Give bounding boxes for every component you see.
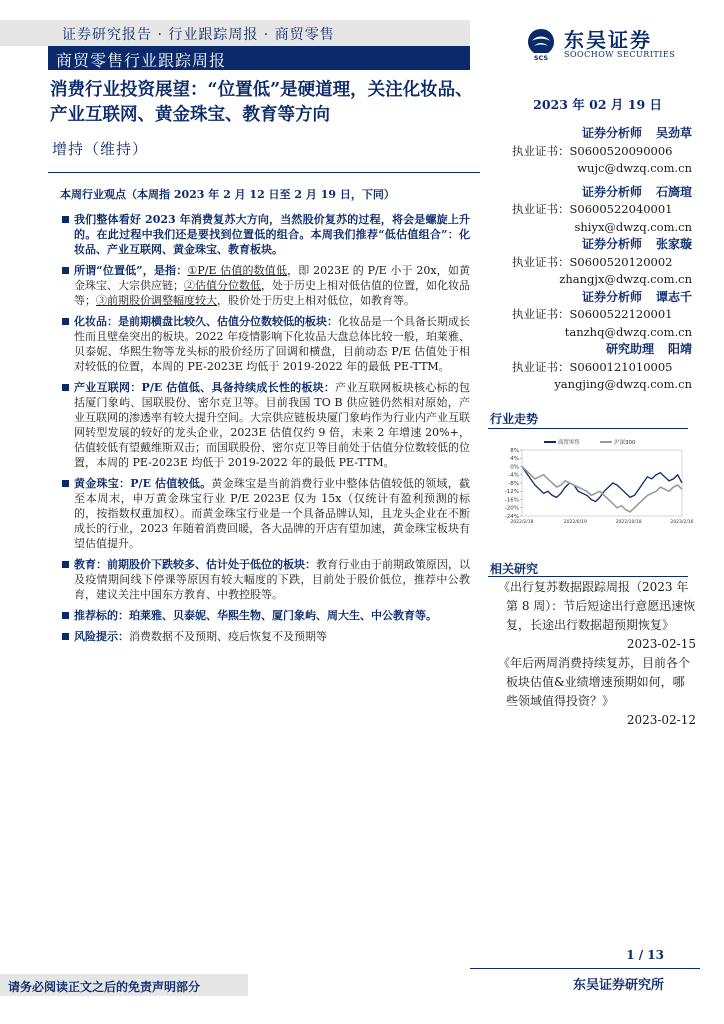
- analyst-cert: 执业证书：S0600520120002: [512, 254, 673, 269]
- analyst-name: 阳靖: [667, 342, 692, 356]
- paragraph: 化妆品：是前期横盘比较久、估值分位数较低的板块：化妆品是一个具备长期成长性而且壁垒突出的板块。2022 年疫情影响下化妆品大盘总体比较一般，珀莱雅、贝泰妮、华熙生物等龙头标的股价经历了回调和横盘，目前动态 P/E 估值处于相对较低的位置，本周的 PE-2023E 均低于 2019-2022 年的最低 PE-TTM。: [62, 314, 470, 374]
- analyst-role: 证券分析师: [581, 237, 642, 251]
- disclaimer-link[interactable]: 请务必阅读正文之后的免责声明部分: [8, 980, 201, 994]
- logo-mark-text: SCS: [533, 54, 549, 62]
- x-tick-label: 2022/6/19: [563, 520, 587, 525]
- related-item-date: 2023-02-15: [626, 637, 696, 651]
- footer-rule: [470, 968, 700, 969]
- y-tick-label: -8%: [508, 480, 519, 487]
- report-date: 2023 年 02 月 19 日: [533, 97, 662, 112]
- paragraph: 风险提示：消费数据不及预期、疫后恢复不及预期等: [62, 629, 470, 644]
- analyst-email: shiyx@dwzq.com.cn: [574, 219, 692, 234]
- analyst-role: 证券分析师: [581, 126, 642, 140]
- headline: 消费行业投资展望：“位置低”是硬道理，关注化妆品、产业互联网、黄金珠宝、教育等方向: [50, 80, 473, 125]
- paragraph: 我们整体看好 2023 年消费复苏大方向，当然股价复苏的过程，将会是螺旋上升的。在此过程中我们还是要找到位置低的组合。本周我们推荐“低估值组合”：化妆品、产业互联网、黄金珠宝、教育板块。: [62, 212, 470, 257]
- analyst-list: [490, 125, 692, 394]
- y-tick-label: -24%: [504, 513, 519, 520]
- logo-mark-icon: [524, 27, 558, 61]
- analyst-block: [490, 236, 692, 289]
- rating: 增持（维持）: [52, 140, 149, 158]
- company-logo: [524, 24, 696, 64]
- analyst-email: yangjing@dwzq.com.cn: [554, 377, 692, 391]
- analyst-cert: 执业证书：S0600520090006: [512, 143, 673, 158]
- analyst-email: zhangjx@dwzq.com.cn: [559, 272, 692, 286]
- analyst-email: tanzhq@dwzq.com.cn: [564, 324, 692, 339]
- related-rule: [488, 576, 688, 577]
- related-item-title[interactable]: 《出行复苏数据跟踪周报（2023 年第 8 周）：节后短途出行意愿迅速恢复，长途出行数据超预期恢复》: [498, 580, 696, 632]
- analyst-block: [490, 341, 692, 394]
- analyst-block: [490, 125, 692, 178]
- related-item-title[interactable]: 《年后两周消费持续复苏，目前各个板块估值&业绩增速预期如何，哪些领域值得投资？》: [498, 656, 691, 708]
- footer-org: 东吴证券研究所: [572, 978, 664, 993]
- x-tick-label: 2023/2/16: [670, 520, 694, 525]
- y-tick-label: 0%: [510, 464, 519, 471]
- bullet-square-icon: [62, 561, 69, 568]
- y-tick-label: -4%: [508, 472, 519, 479]
- page-number: 1 / 13: [626, 948, 664, 962]
- bullet-square-icon: [62, 267, 69, 274]
- x-tick-label: 2022/10/18: [615, 520, 642, 525]
- chart-frame: [522, 450, 682, 516]
- y-tick-label: 4%: [510, 456, 519, 463]
- report-title: 商贸零售行业跟踪周报: [56, 51, 227, 70]
- analyst-block: [490, 184, 692, 237]
- analyst-name: 张家璇: [655, 237, 692, 251]
- y-tick-label: -12%: [504, 489, 519, 496]
- bullet-square-icon: [62, 633, 69, 640]
- bullet-square-icon: [62, 384, 69, 391]
- analyst-role: 证券分析师: [581, 289, 642, 304]
- analyst-block: [490, 289, 692, 342]
- logo-name-cn: 东吴证券: [564, 28, 652, 52]
- divider: [48, 172, 480, 173]
- trend-chart: [488, 434, 694, 534]
- analyst-cert: 执业证书：S0600522040001: [512, 202, 673, 216]
- x-tick-label: 2022/2/18: [510, 520, 534, 525]
- bullet-square-icon: [62, 480, 69, 487]
- analyst-name: 吴劲草: [655, 126, 692, 140]
- related-list: [498, 578, 696, 730]
- analyst-name: 石旖瑄: [655, 184, 692, 199]
- analyst-role: 研究助理: [605, 342, 654, 356]
- paragraph: 教育：前期股价下跌较多、估计处于低位的板块：教育行业由于前期政策原因，以及疫情期间线下停课等原因有较大幅度的下跌，目前处于股价低位，推荐中公教育，建议关注中国东方教育、中教控股等。: [62, 557, 470, 602]
- series-line-retail: [522, 467, 682, 502]
- y-tick-label: 8%: [510, 447, 519, 454]
- trend-title: 行业走势: [490, 412, 539, 426]
- trend-rule: [488, 428, 688, 429]
- related-title: 相关研究: [490, 562, 539, 576]
- bullet-square-icon: [62, 612, 69, 619]
- paragraph: 推荐标的：珀莱雅、贝泰妮、华熙生物、厦门象屿、周大生、中公教育等。: [62, 608, 470, 623]
- y-tick-label: -20%: [504, 505, 519, 512]
- bullet-square-icon: [62, 318, 69, 325]
- logo-name-en: SOOCHOW SECURITIES: [564, 50, 676, 59]
- bullet-square-icon: [62, 216, 69, 223]
- analyst-email: wujc@dwzq.com.cn: [577, 161, 692, 175]
- legend-label: 沪深300: [614, 440, 636, 446]
- analyst-cert: 执业证书：S0600522120001: [512, 307, 673, 321]
- analyst-role: 证券分析师: [581, 184, 642, 199]
- report-body: [62, 212, 470, 650]
- paragraph: 黄金珠宝：P/E 估值较低。黄金珠宝是当前消费行业中整体估值较低的领域，截至本周末，申万黄金珠宝行业 P/E 2023E 仅为 15x（仅统计有盈利预测的标的，按指数权重加权）。而黄金珠宝行业是一个具备品牌认知，且龙头企业在不断成长的行业，2023 年随着消费回暖，各大品牌的开店有望加速，黄金珠宝板块有望估值提升。: [62, 476, 470, 551]
- analyst-name: 谭志千: [655, 289, 692, 304]
- legend-label: 商贸零售: [558, 440, 581, 446]
- analyst-cert: 执业证书：S0600121010005: [512, 359, 673, 374]
- paragraph: 所谓“位置低”，是指：①P/E 估值的数值低，即 2023E 的 P/E 小于 20x，如黄金珠宝、大宗供应链；②估值分位数低，处于历史上相对低估值的位置，如化妆品等；③前期股价调整幅度较大，股价处于历史上相对低位，如教育等。: [62, 263, 470, 308]
- breadcrumb: 证券研究报告 · 行业跟踪周报 · 商贸零售: [62, 27, 335, 43]
- weekly-view-title: 本周行业观点（本周指 2023 年 2 月 12 日至 2 月 19 日，下同）: [60, 188, 395, 201]
- paragraph: 产业互联网：P/E 估值低、具备持续成长性的板块：产业互联网板块核心标的包括厦门象屿、国联股份、密尔克卫等。目前我国 TO B 供应链仍然相对原始，产业互联网的渗透率有较大提升空间。大宗供应链板块厦门象屿作为行业内产业互联网转型发展的较好的龙头企业，2023E 估值仅约 9 倍，未来 2 年增速 20%+，估值较低有望戴维斯双击；而国联股份、密尔克卫等目前处于估值分位数较低的位置，本周的 PE-2023E 均低于 2019-2022 年的最低 PE-TTM。: [62, 380, 470, 470]
- y-tick-label: -16%: [504, 497, 519, 504]
- related-item-date: 2023-02-12: [626, 713, 696, 727]
